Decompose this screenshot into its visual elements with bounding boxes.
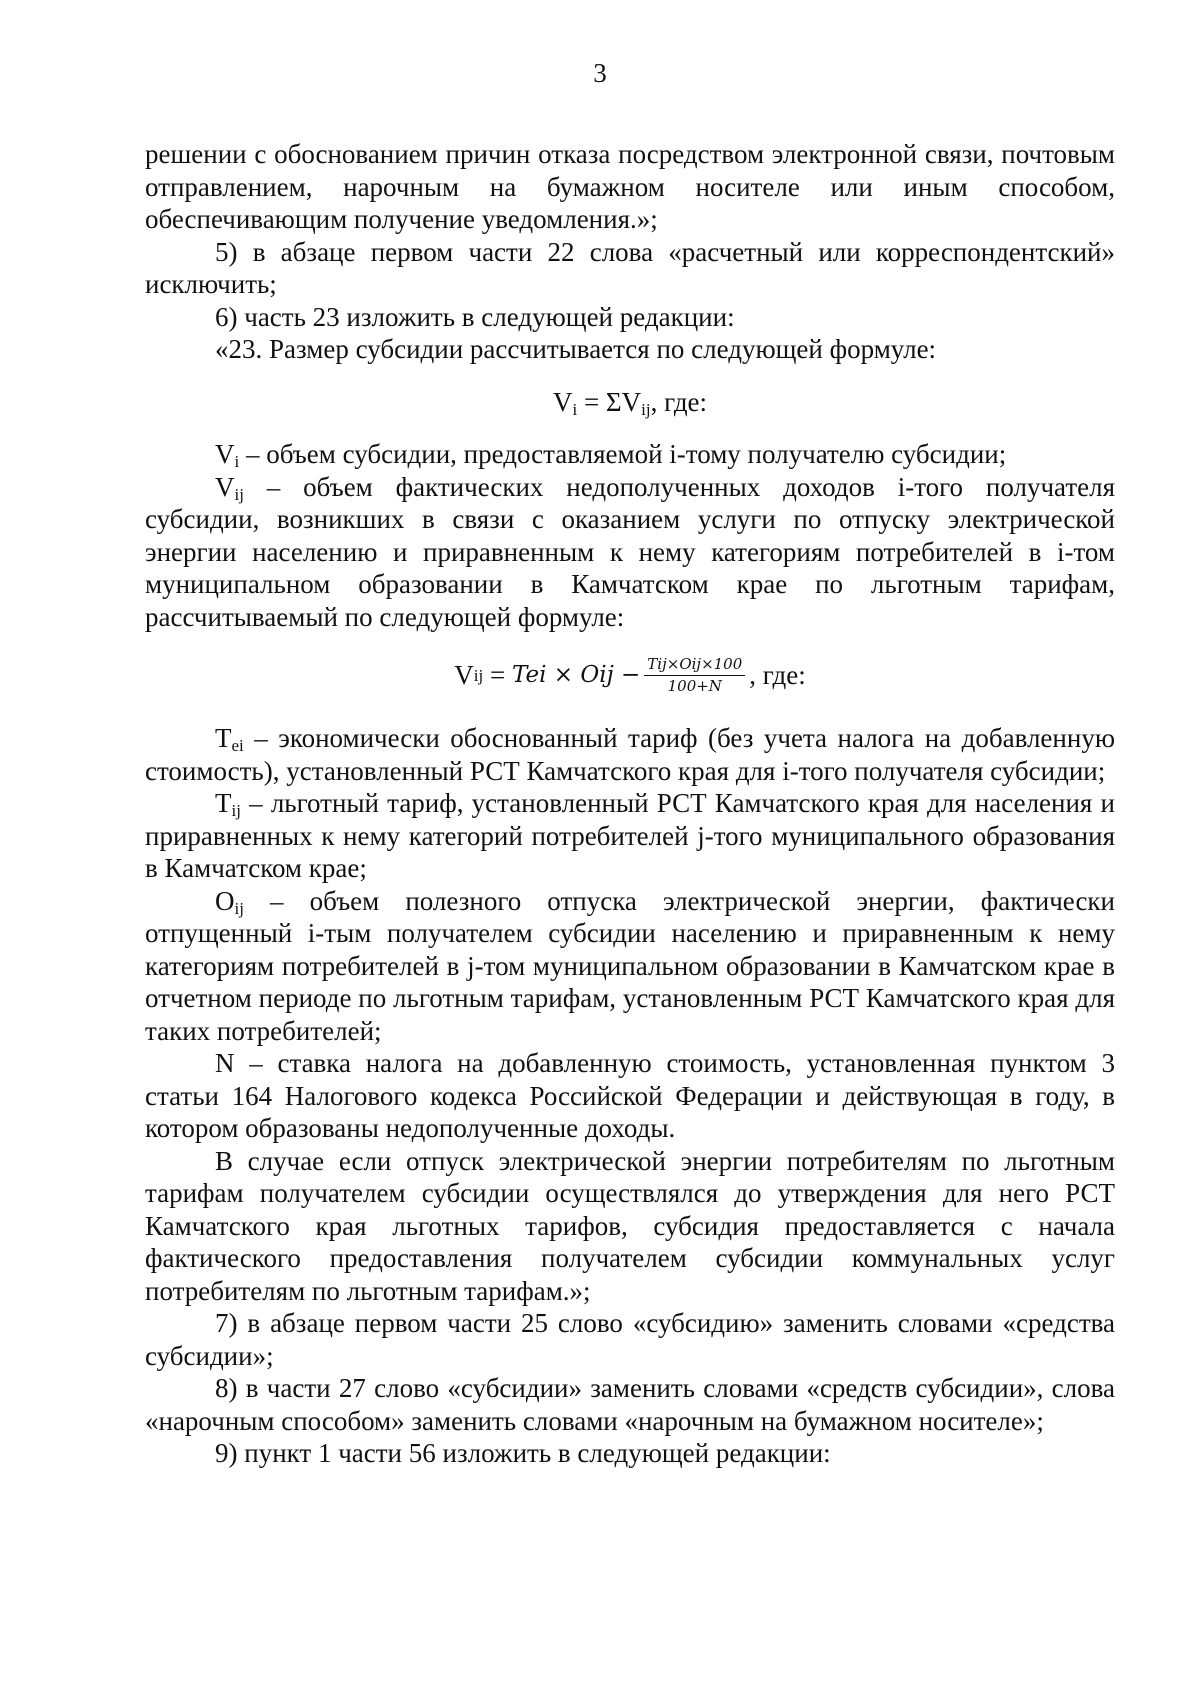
definition-text: – объем фактических недополученных доходов i-того получателя субсидии, возникших в связи с оказанием услуги по отпуску электрической энергии населению и приравненным к нему категориям потребителей в i-том муниципальном образовании в Камчатском крае по льготным тарифам, рассчитываемый по следующей формуле: <box>145 471 1115 632</box>
formula-vi-symbol: V <box>552 386 573 417</box>
definition-tei <box>145 722 1115 787</box>
definition-subscript: ij <box>234 898 244 918</box>
formula-subsidy-total <box>145 386 1115 419</box>
definition-subscript: ei <box>231 736 244 755</box>
formula-fraction <box>644 655 745 696</box>
definition-oij <box>145 885 1115 1048</box>
formula-vi-subscript: i <box>572 399 578 419</box>
document-body <box>145 138 1115 1470</box>
definition-tij <box>145 787 1115 885</box>
formula-vij: V ij = Tei × Oij − $\frac{\text{Tij×Oij×100}}{100+N}$ , где: <box>454 655 806 695</box>
paragraph-item-6: 6) часть 23 изложить в следующей редакции: <box>215 301 735 332</box>
paragraph-item-8: 8) в части 27 слово «субсидии» заменить словами «средств субсидии», слова «нарочным способом» заменить словами «нарочным на бумажном носителе»; <box>145 1373 1115 1436</box>
definition-text: – объем полезного отпуска электрической энергии, фактически отпущенный i-тым получателем субсидии населению и приравненным к нему категориям потребителей в j-том муниципальном образовании в Камчатском крае в отчетном периоде по льготным тарифам, установленным РСТ Камчатского края для таких потребителей; <box>145 885 1115 1046</box>
definition-vij <box>145 471 1115 634</box>
page-number: 3 <box>593 58 607 88</box>
paragraph-item-9: 9) пункт 1 части 56 изложить в следующей редакции: <box>215 1438 831 1468</box>
definition-subscript: i <box>234 452 240 471</box>
paragraph-tariff-case: В случае если отпуск электрической энергии потребителям по льготным тарифам получателем субсидии осуществлялся до утверждения для него РСТ Камчатского края льготных тарифов, субсидия предоставляется с начала фактического предоставления получателем субсидии коммунальных услуг потребителям по льготным тарифам.»; <box>145 1145 1115 1306</box>
definition-text: – экономически обоснованный тариф (без учета налога на добавленную стоимость), установленный РСТ Камчатского края для i-того получателя субсидии; <box>145 723 1115 786</box>
paragraph-item-7: 7) в абзаце первом части 25 слово «субсидию» заменить словами «средства субсидии»; <box>145 1308 1115 1371</box>
fraction-numerator: Tij×Oij×100 <box>644 655 745 676</box>
formula-expression: Tei × Oij − <box>511 662 641 689</box>
definition-n: N – ставка налога на добавленную стоимость, установленная пунктом 3 статьи 164 Налогового кодекса Российской Федерации и действующая в году, в котором образованы недополученные доходы. <box>145 1048 1115 1143</box>
definition-symbol: T <box>215 788 232 818</box>
paragraph-continuation: решении с обоснованием причин отказа посредством электронной связи, почтовым отправлением, нарочным на бумажном носителе или иным способом, обеспечивающим получение уведомления.»; <box>145 139 1115 234</box>
paragraph-item-5: 5) в абзаце первом части 22 слова «расчетный или корреспондентский» исключить; <box>145 236 1115 299</box>
paragraph-part-23-intro: «23. Размер субсидии рассчитывается по следующей формуле: <box>215 334 937 364</box>
definition-symbol: V <box>215 471 235 502</box>
definition-symbol: V <box>215 439 235 469</box>
definition-vi <box>145 438 1115 471</box>
formula-sum-symbol: = ΣV <box>577 386 642 417</box>
formula-vij-symbol: V <box>454 660 474 691</box>
definition-text: – льготный тариф, установленный РСТ Камчатского края для населения и приравненных к нему категорий потребителей j-того муниципального образования в Камчатском крае; <box>145 788 1115 883</box>
definition-text: – объем субсидии, предоставляемой i-тому получателю субсидии; <box>239 439 1007 469</box>
definition-symbol: T <box>215 723 232 753</box>
formula-tail: , где: <box>650 386 708 417</box>
fraction-denominator: 100+N <box>667 677 722 695</box>
formula-tail: , где: <box>749 660 806 691</box>
definition-subscript: ij <box>231 801 241 820</box>
definition-symbol: O <box>215 885 235 916</box>
definition-subscript: ij <box>234 484 244 504</box>
formula-equals: = <box>483 660 512 691</box>
formula-vij-subscript: ij <box>641 399 651 419</box>
